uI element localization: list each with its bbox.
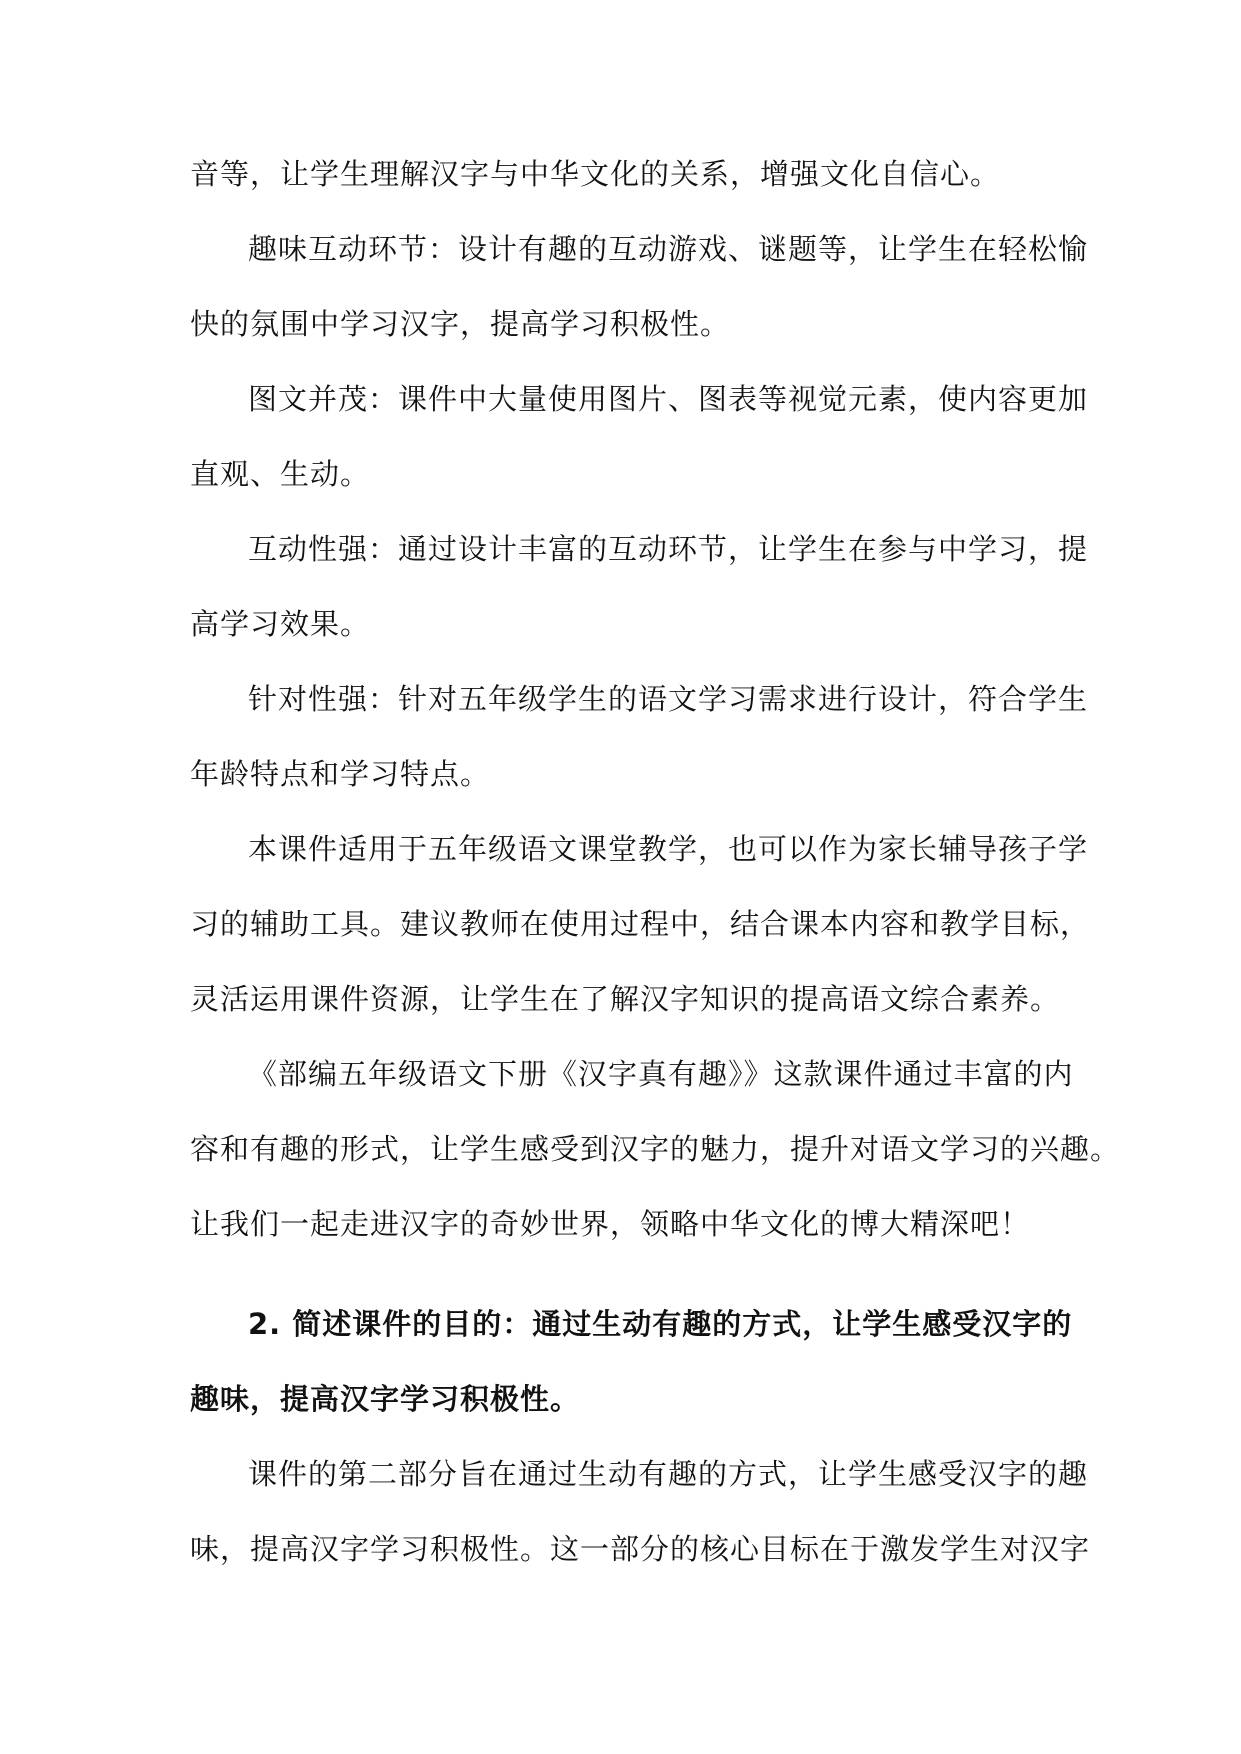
- paragraph-line: 快的氛围中学习汉字，提高学习积极性。: [190, 307, 731, 341]
- paragraph-line: 高学习效果。: [190, 607, 371, 641]
- paragraph-line: 习的辅助工具。建议教师在使用过程中，结合课本内容和教学目标，: [190, 907, 1091, 941]
- paragraph-line: 味，提高汉字学习积极性。这一部分的核心目标在于激发学生对汉字: [190, 1532, 1091, 1566]
- paragraph-line: 针对性强：针对五年级学生的语文学习需求进行设计，符合学生: [248, 682, 1089, 716]
- paragraph-line: 年龄特点和学习特点。: [190, 757, 491, 791]
- paragraph-line: 灵活运用课件资源，让学生在了解汉字知识的提高语文综合素养。: [190, 982, 1061, 1016]
- section-heading-line: 2. 简述课件的目的：通过生动有趣的方式，让学生感受汉字的: [248, 1307, 1073, 1341]
- paragraph-line: 《部编五年级语文下册《汉字真有趣》》这款课件通过丰富的内: [248, 1057, 1074, 1091]
- paragraph-line: 让我们一起走进汉字的奇妙世界，领略中华文化的博大精深吧！: [190, 1207, 1031, 1241]
- paragraph-line: 容和有趣的形式，让学生感受到汉字的魅力，提升对语文学习的兴趣。: [190, 1132, 1121, 1166]
- paragraph-line: 互动性强：通过设计丰富的互动环节，让学生在参与中学习，提: [248, 532, 1089, 566]
- paragraph-line: 图文并茂：课件中大量使用图片、图表等视觉元素，使内容更加: [248, 382, 1089, 416]
- paragraph-line: 音等，让学生理解汉字与中华文化的关系，增强文化自信心。: [190, 157, 1001, 191]
- paragraph-line: 趣味互动环节：设计有趣的互动游戏、谜题等，让学生在轻松愉: [248, 232, 1089, 266]
- section-heading-line: 趣味，提高汉字学习积极性。: [190, 1382, 581, 1416]
- paragraph-line: 本课件适用于五年级语文课堂教学，也可以作为家长辅导孩子学: [248, 832, 1089, 866]
- paragraph-line: 课件的第二部分旨在通过生动有趣的方式，让学生感受汉字的趣: [248, 1457, 1089, 1491]
- paragraph-line: 直观、生动。: [190, 457, 371, 491]
